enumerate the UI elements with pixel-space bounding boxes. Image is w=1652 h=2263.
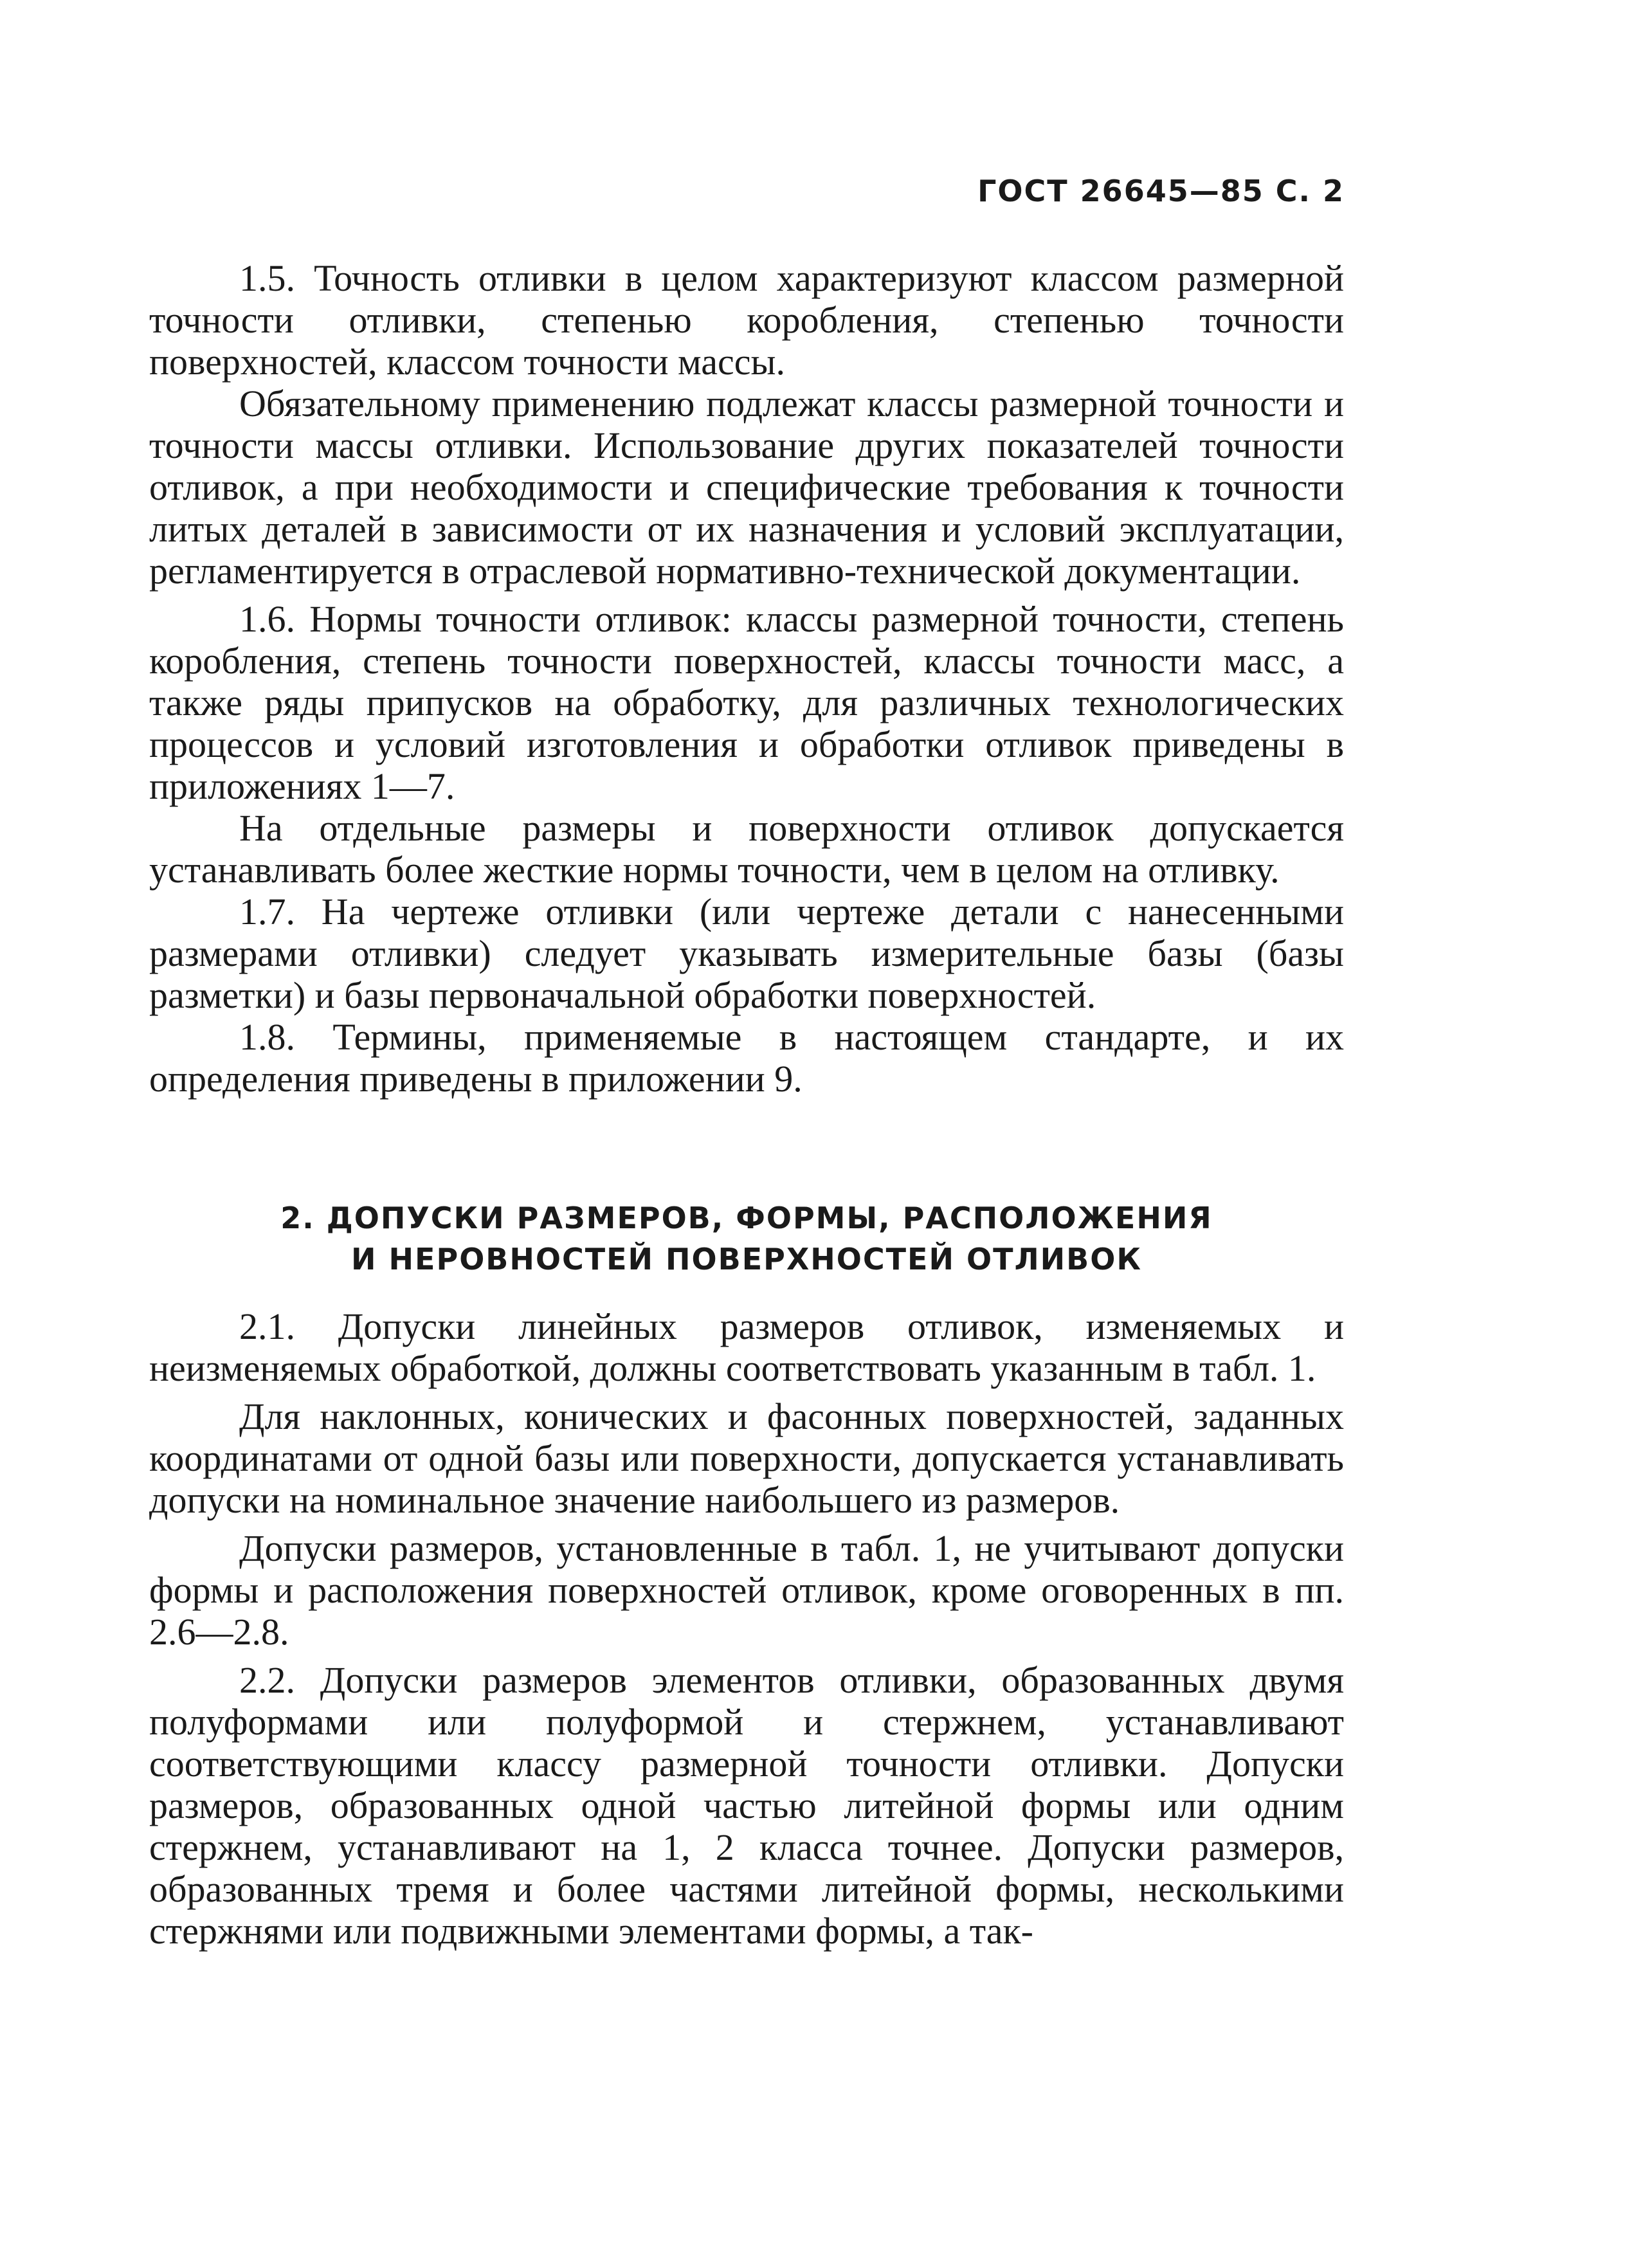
section-1-body xyxy=(149,257,1344,1100)
paragraph-1-7: 1.7. На чертеже отливки (или чертеже детали с нанесенными размерами отливки) следует указывать измерительные базы (базы разметки) и базы первоначальной обработки поверхностей. xyxy=(149,891,1344,1016)
paragraph-1-8: 1.8. Термины, применяемые в настоящем стандарте, и их определения приведены в приложении 9. xyxy=(149,1016,1344,1100)
paragraph-inclined-surfaces: Для наклонных, конических и фасонных поверхностей, заданных координатами от одной базы или поверхности, допускается устанавливать допуски на номинальное значение наибольшего из размеров. xyxy=(149,1395,1344,1521)
paragraph-mandatory-classes: Обязательному применению подлежат классы размерной точности и точности массы отливки. Использование других показателей точности отливок, а при необходимости и специфические требования к точности литых деталей в зависимости от их назначения и условий эксплуатации, регламентируется в отраслевой нормативно-технической документации. xyxy=(149,383,1344,592)
paragraph-2-1: 2.1. Допуски линейных размеров отливок, изменяемых и неизменяемых обработкой, должны соответствовать указанным в табл. 1. xyxy=(149,1305,1344,1389)
paragraph-1-5: 1.5. Точность отливки в целом характеризуют классом размерной точности отливки, степенью коробления, степенью точности поверхностей, классом точности массы. xyxy=(149,257,1344,383)
section-2-heading-line-1: 2. ДОПУСКИ РАЗМЕРОВ, ФОРМЫ, РАСПОЛОЖЕНИЯ xyxy=(280,1201,1213,1235)
section-2-heading xyxy=(149,1197,1344,1280)
paragraph-form-tolerances: Допуски размеров, установленные в табл. 1, не учитывают допуски формы и расположения поверхностей отливок, кроме оговоренных в пп. 2.6—2.8. xyxy=(149,1527,1344,1653)
section-2-heading-line-2: И НЕРОВНОСТЕЙ ПОВЕРХНОСТЕЙ ОТЛИВОК xyxy=(351,1242,1142,1277)
paragraph-2-2: 2.2. Допуски размеров элементов отливки, образованных двумя полуформами или полуформой и стержнем, устанавливают соответствующими классу размерной точности отливки. Допуски размеров, образованных одной частью литейной формы или одним стержнем, устанавливают на 1, 2 класса точнее. Допуски размеров, образованных тремя и более частями литейной формы, несколькими стержнями или подвижными элементами формы, а так- xyxy=(149,1659,1344,1952)
section-2-body xyxy=(149,1305,1344,1958)
paragraph-1-6: 1.6. Нормы точности отливок: классы размерной точности, степень коробления, степень точности поверхностей, классы точности масс, а также ряды припусков на обработку, для различных технологических процессов и условий изготовления и обработки отливок приведены в приложениях 1—7. xyxy=(149,598,1344,807)
paragraph-individual-dimensions: На отдельные размеры и поверхности отливок допускается устанавливать более жесткие нормы точности, чем в целом на отливку. xyxy=(149,807,1344,891)
page-header: ГОСТ 26645—85 С. 2 xyxy=(977,174,1345,208)
